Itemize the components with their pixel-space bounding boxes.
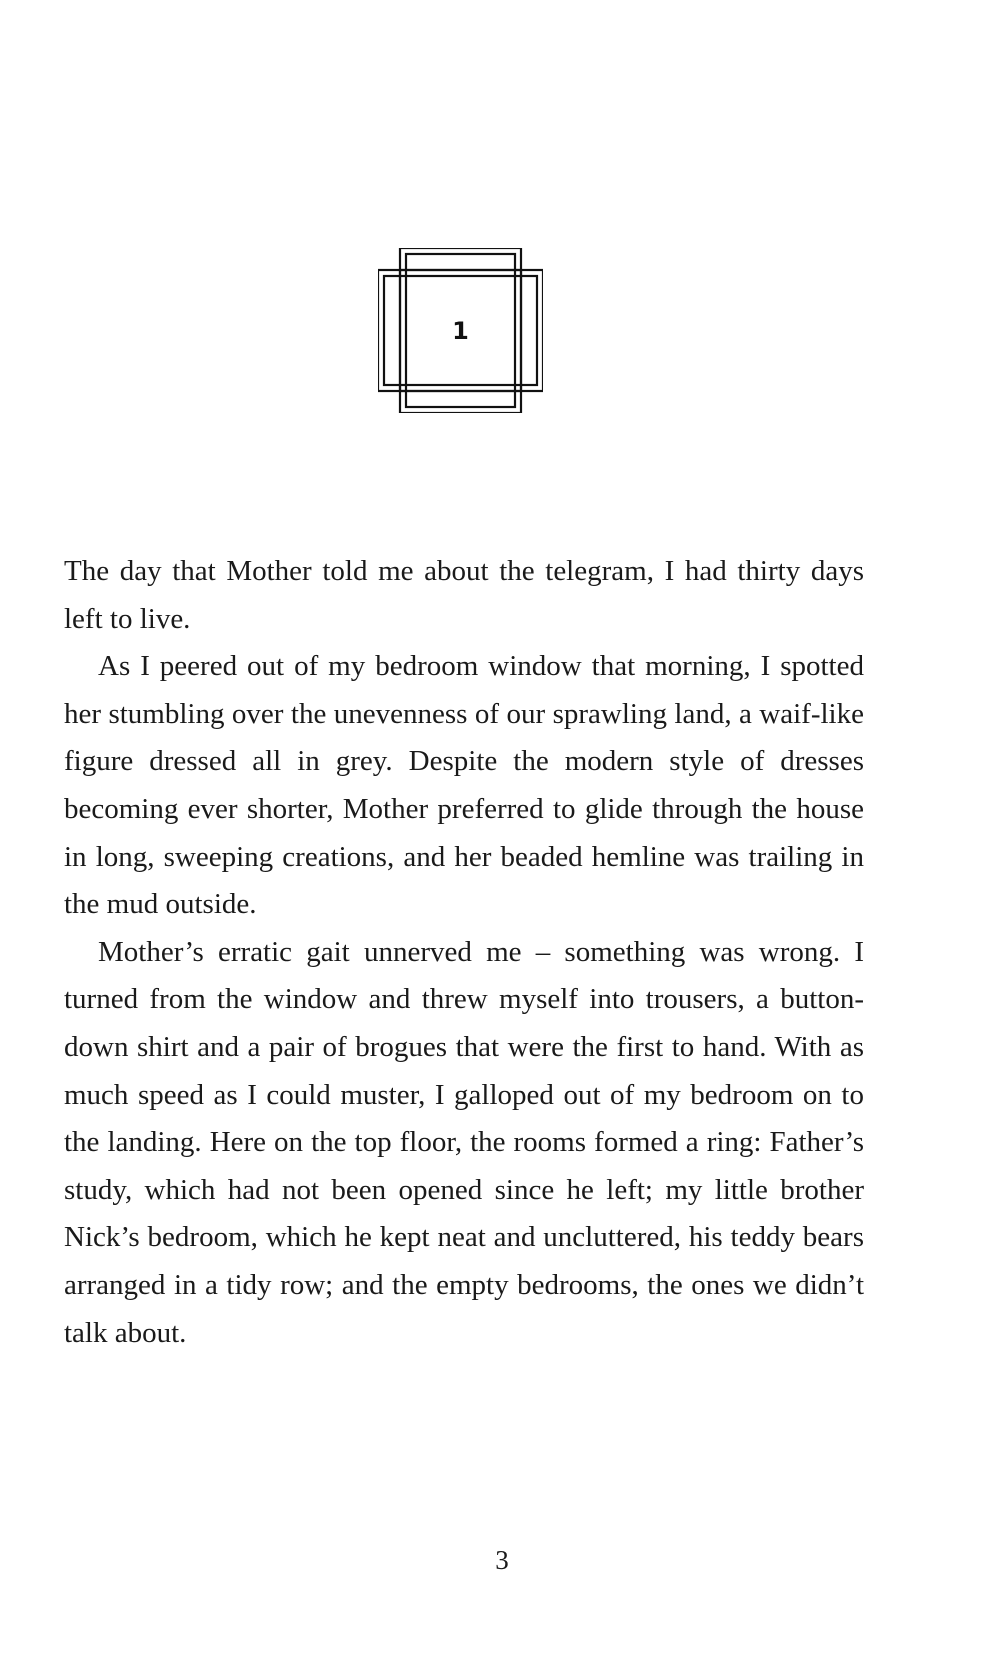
page-number: 3 xyxy=(495,1545,509,1575)
chapter-ornament xyxy=(378,248,543,413)
chapter-body-text xyxy=(64,548,864,1357)
paragraph-window: As I peered out of my bedroom window that morning, I spotted her stumbling over the unevenness of our sprawling land, a waif-like figure dressed all in grey. Despite the modern style of dresses becoming ever shorter, Mother preferred to glide through the house in long, sweeping creations, and her beaded hemline was trailing in the mud outside. xyxy=(64,650,864,921)
chapter-number: 1 xyxy=(452,316,469,345)
paragraph-opening: The day that Mother told me about the telegram, I had thirty days left to live. xyxy=(64,555,864,635)
paragraph-landing: Mother’s erratic gait unnerved me – something was wrong. I turned from the window and threw myself into trousers, a button-down shirt and a pair of brogues that were the first to hand. With as much speed as I could muster, I galloped out of my bedroom on to the landing. Here on the top floor, the rooms formed a ring: Father’s study, which had not been opened since he left; my little brother Nick’s bedroom, which he kept neat and uncluttered, his teddy bears arranged in a tidy row; and the empty bedrooms, the ones we didn’t talk about. xyxy=(64,935,864,1349)
